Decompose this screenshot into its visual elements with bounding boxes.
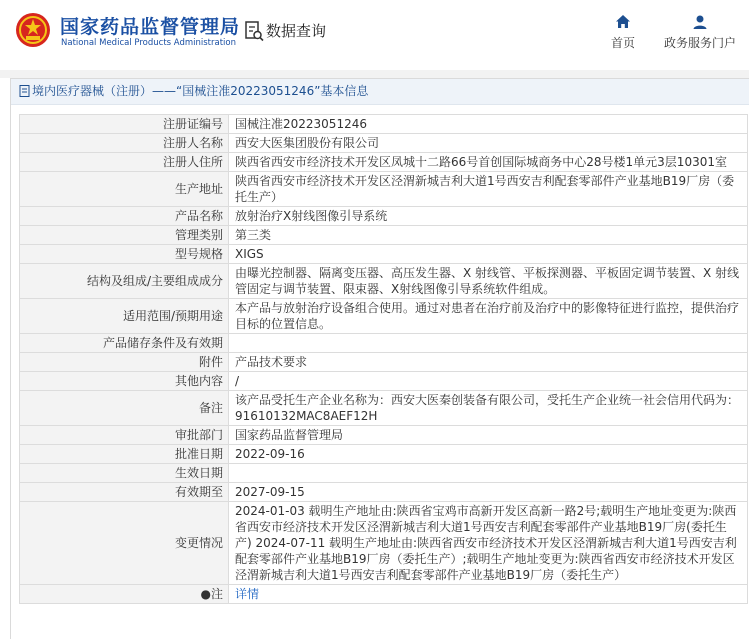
table-row [20,334,748,353]
user-icon [692,14,708,30]
field-value: 国家药品监督管理局 [229,426,748,445]
field-label: 型号规格 [20,245,229,264]
site-header [0,0,749,70]
table-row [20,445,748,464]
field-label: 有效期至 [20,483,229,502]
field-label: 其他内容 [20,372,229,391]
field-label: 生效日期 [20,464,229,483]
field-value [229,334,748,353]
field-value: 国械注准20223051246 [229,115,748,134]
field-value: 该产品受托生产企业名称为：西安大医秦创装备有限公司，受托生产企业统一社会信用代码为：91610132MAC8AEF12H [229,391,748,426]
field-value [229,464,748,483]
note-label-cell [20,585,229,604]
header-divider [0,70,749,78]
table-row [20,464,748,483]
table-row [20,153,748,172]
field-value: 放射治疗X射线图像引导系统 [229,207,748,226]
home-icon [615,14,631,30]
field-label: 批准日期 [20,445,229,464]
field-label: 注 [210,587,223,601]
field-label: 附件 [20,353,229,372]
detail-link[interactable]: 详情 [235,587,260,601]
note-value-cell [229,585,748,604]
table-row [20,483,748,502]
breadcrumb-text: 境内医疗器械（注册）——“国械注准20223051246”基本信息 [32,84,369,98]
national-emblem-icon [15,12,51,48]
field-value: 陕西省西安市经济技术开发区泾渭新城吉利大道1号西安吉利配套零部件产业基地B19厂房（委托生产） [229,172,748,207]
table-row [20,426,748,445]
table-row [20,226,748,245]
table-row [20,134,748,153]
table-row [20,372,748,391]
nav-home-label: 首页 [610,36,635,50]
field-value: 由曝光控制器、隔离变压器、高压发生器、X 射线管、平板探测器、平板固定调节装置、X 射线管固定与调节装置、限束器、X射线图像引导系统软件组成。 [229,264,748,299]
field-value: / [229,372,748,391]
field-value: 2024-01-03 载明生产地址由:陕西省宝鸡市高新开发区高新一路2号;载明生产地址变更为:陕西省西安市经济技术开发区泾渭新城吉利大道1号西安吉利配套零部件产业基地B19厂房(委托生产) 2024-07-11 载明生产地址由:陕西省西安市经济技术开发区泾渭新城吉利大道1号西安吉利配套零部件产业基地B19厂房（委托生产）;载明生产地址变更为:陕西省西安市经济技术开发区泾渭新城吉利大道1号西安吉利配套零部件产业基地B19厂房（委托生产） [229,502,748,585]
data-query-icon [244,20,264,42]
table-row [20,245,748,264]
table-row [20,207,748,226]
field-label: 注册人名称 [20,134,229,153]
document-icon [19,85,30,97]
table-row [20,585,748,604]
field-label: 生产地址 [20,172,229,207]
site-title-cn[interactable]: 国家药品监督管理局 [60,16,241,38]
field-label: 管理类别 [20,226,229,245]
nav-service-portal-label: 政务服务门户 [663,36,736,50]
field-value: XIGS [229,245,748,264]
field-label: 审批部门 [20,426,229,445]
nav-service-portal[interactable] [660,14,740,51]
detail-panel [10,78,749,639]
field-label: 适用范围/预期用途 [20,299,229,334]
location-pin-icon: ● [200,587,211,601]
field-value: 本产品与放射治疗设备组合使用。通过对患者在治疗前及治疗中的影像特征进行监控，提供治疗目标的位置信息。 [229,299,748,334]
nav-home[interactable] [607,14,639,51]
field-label: 注册证编号 [20,115,229,134]
field-value: 2022-09-16 [229,445,748,464]
site-title-en: National Medical Products Administration [61,38,236,48]
table-row [20,391,748,426]
table-row [20,172,748,207]
field-value: 2027-09-15 [229,483,748,502]
table-row [20,264,748,299]
field-value: 西安大医集团股份有限公司 [229,134,748,153]
field-label: 产品储存条件及有效期 [20,334,229,353]
table-row [20,353,748,372]
breadcrumb [11,79,749,105]
data-query-title: 数据查询 [266,22,327,40]
field-value: 产品技术要求 [229,353,748,372]
field-label: 注册人住所 [20,153,229,172]
table-row [20,299,748,334]
registration-info-table [19,114,748,604]
table-row [20,115,748,134]
field-label: 变更情况 [20,502,229,585]
field-label: 备注 [20,391,229,426]
field-label: 产品名称 [20,207,229,226]
field-value: 第三类 [229,226,748,245]
field-value: 陕西省西安市经济技术开发区凤城十二路66号首创国际城商务中心28号楼1单元3层10301室 [229,153,748,172]
field-label: 结构及组成/主要组成成分 [20,264,229,299]
table-row [20,502,748,585]
